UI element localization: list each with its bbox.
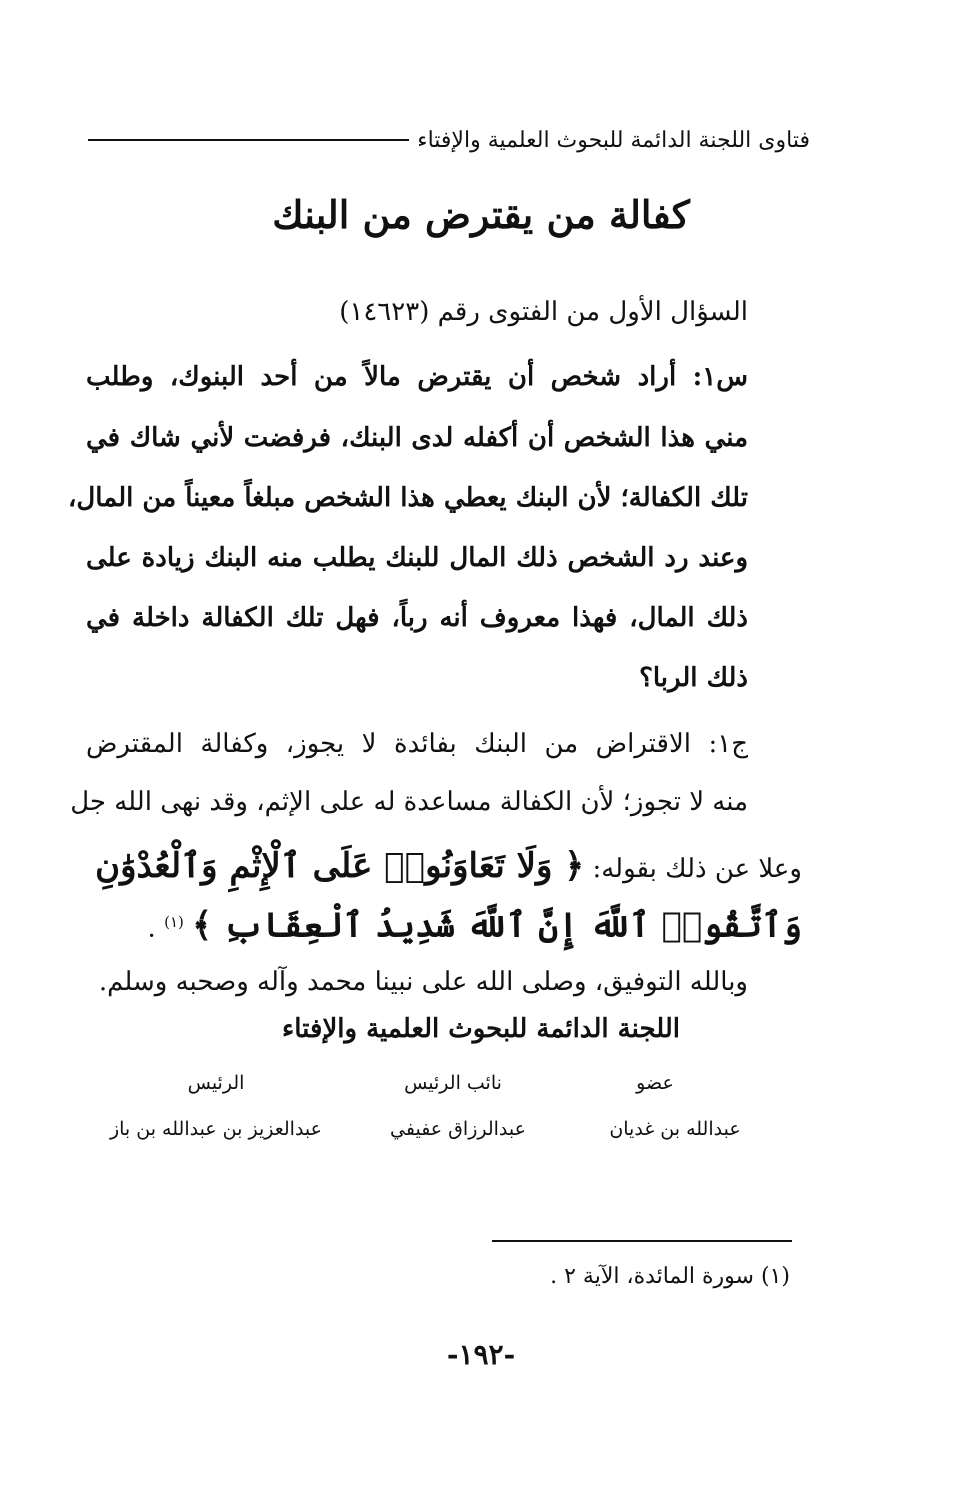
question-line: س١: أراد شخص أن يقترض مالاً من أحد البنوك، وطلب [86,362,748,392]
closing-line: وبالله التوفيق، وصلى الله على نبينا محمد وآله وصحبه وسلم. [98,967,748,997]
running-header-title: فتاوى اللجنة الدائمة للبحوث العلمية والإفتاء [417,127,810,153]
quran-verse-line-2 [148,902,802,949]
footnote-reference: (١) [164,913,184,931]
question-line: ذلك المال، فهذا معروف أنه رباً، فهل تلك الكفالة داخلة في [86,603,748,633]
quran-verse-part-1: ﴿ وَلَا تَعَاوَنُوا۟ عَلَى ٱلْإِثْمِ وَٱلْعُدْوَٰنِ [95,846,585,886]
vice-president-name: عبدالرزاق عفيفي [390,1118,526,1140]
member-role: عضو [636,1072,674,1094]
member-name: عبدالله بن غديان [609,1118,741,1140]
president-name: عبدالعزيز بن عبدالله بن باز [109,1118,323,1140]
answer-line: ج١: الاقتراض من البنك بفائدة لا يجوز، وكفالة المقترض [86,729,748,759]
question-reference: السؤال الأول من الفتوى رقم (١٤٦٢٣) [339,297,748,327]
question-line: تلك الكفالة؛ لأن البنك يعطي هذا الشخص مبلغاً معيناً من المال، [67,483,748,513]
verse-end: . [147,913,156,944]
committee-name: اللجنة الدائمة للبحوث العلمية والإفتاء [282,1014,680,1044]
quran-verse-part-2: وَٱتَّقُوا۟ ٱللَّهَ إِنَّ ٱللَّهَ شَدِيدُ ٱلْعِقَابِ ﴾ [192,905,802,946]
president-role: الرئيس [187,1072,245,1094]
page-number: -١٩٢- [446,1338,516,1371]
question-line: وعند رد الشخص ذلك المال للبنك يطلب منه البنك زيادة على [86,543,748,573]
footnote [550,1264,790,1289]
answer-line-prefix: وعلا عن ذلك بقوله: [592,854,802,884]
footnote-rule [492,1240,792,1242]
footnote-text: سورة المائدة، الآية ٢ . [550,1264,754,1289]
header-rule [88,139,409,141]
question-line: مني هذا الشخص أن أكفله لدى البنك، فرفضت لأني شاك في [86,423,748,453]
vice-president-role: نائب الرئيس [404,1072,502,1094]
answer-line: منه لا تجوز؛ لأن الكفالة مساعدة له على الإثم، وقد نهى الله جل [70,787,748,817]
question-line: ذلك الربا؟ [639,663,748,693]
running-header [88,120,810,160]
fatwa-title: كفالة من يقترض من البنك [272,192,690,237]
footnote-marker: (١) [760,1264,790,1289]
answer-line-with-verse [95,846,802,889]
